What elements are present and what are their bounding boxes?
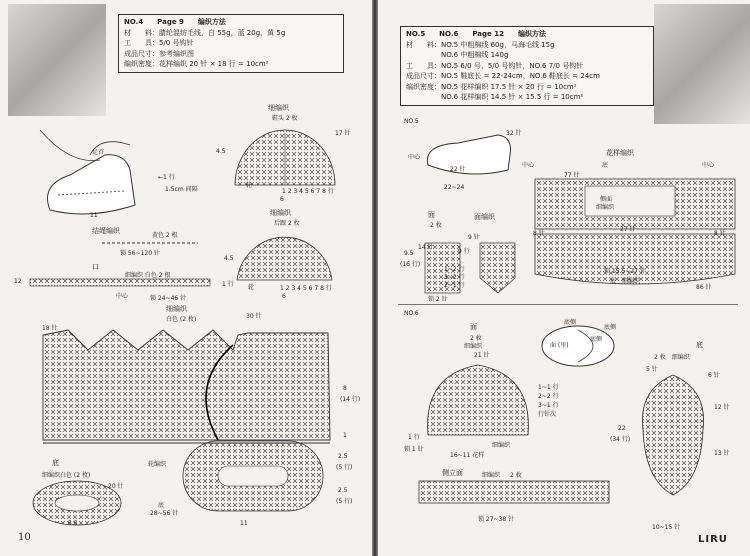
heel-width: 6 bbox=[282, 293, 286, 300]
toe-sub: 鞋头 2 枚 bbox=[272, 115, 298, 122]
side-view-chain: 锁 27~38 针 bbox=[478, 516, 515, 523]
face-9-stitches: 9 针 bbox=[468, 234, 480, 241]
no5-shoe-sketch bbox=[418, 125, 518, 180]
toe-height: 4.5 bbox=[216, 148, 226, 155]
toe-rows: 1 2 3 4 5 6 7 8 行 bbox=[282, 188, 334, 195]
side-label: 侧面 bbox=[600, 196, 613, 203]
no6-bottom-title: 底 bbox=[696, 341, 703, 349]
sole2-chain: 28~56 针 bbox=[150, 510, 179, 517]
no6-12-stitches: 12 针 bbox=[714, 404, 730, 411]
no5-chain: 锁 15.5~27 针 bbox=[604, 268, 646, 275]
face-9-rows: 9 行 bbox=[458, 248, 470, 255]
cord-chain: 锁 56~120 针 bbox=[120, 250, 160, 257]
slippers-photo bbox=[654, 4, 750, 124]
no6-22: 22 bbox=[618, 425, 626, 432]
interval-note: 1.5cm 间隔 bbox=[165, 186, 198, 193]
toe-title: 细编织 bbox=[268, 104, 289, 112]
face-chain: 锁 2 针 bbox=[428, 296, 448, 303]
mouth-chart bbox=[20, 278, 220, 288]
baby-shoes-photo bbox=[8, 4, 106, 116]
circle-right-label: 底侧 bbox=[590, 336, 603, 343]
body-title: 细编织 bbox=[166, 305, 187, 313]
instructions-line: 成品尺寸：参考编织图 bbox=[124, 49, 194, 58]
no6-base-label: 底侧 bbox=[604, 324, 617, 331]
body-sub: 白色 (2 枚) bbox=[166, 316, 197, 323]
no5-center-3: 中心 bbox=[702, 162, 715, 169]
heel-height: 4.5 bbox=[224, 255, 234, 262]
instructions-line: NO.6 花样编织 14.5 针 × 15.5 行 = 10cm² bbox=[406, 93, 584, 101]
pattern-title: 花样编织 bbox=[606, 149, 634, 157]
heel-sub: 后跟 2 枚 bbox=[274, 220, 300, 227]
face-count: 2 枚 bbox=[430, 222, 442, 229]
mouth-one-row: 1 行 bbox=[222, 281, 234, 288]
instructions-header: NO.5 NO.6 Page 12 编织方法 bbox=[406, 30, 546, 38]
no5-label: NO.5 bbox=[404, 118, 419, 125]
no6-6-stitches: 6 针 bbox=[708, 372, 720, 379]
instructions-box-no5-no6 bbox=[400, 26, 654, 106]
sole2-title: 底 bbox=[158, 502, 165, 509]
body-25b: (5 行) bbox=[336, 464, 353, 471]
instructions-line: 材 料：腈纶混纺毛线，白 55g，蓝 20g，黄 5g bbox=[124, 28, 286, 37]
no6-face-title: 面 bbox=[470, 323, 477, 331]
heel-rows: 1 2 3 4 5 6 7 8 行 bbox=[280, 285, 332, 292]
cord-sub: 黄色 2 根 bbox=[152, 232, 178, 239]
sole-sub: 细编织白色 (2 枚) bbox=[42, 472, 91, 479]
body-rows: (14 行) bbox=[340, 396, 361, 403]
no5-86-stitches: 86 针 bbox=[696, 284, 712, 291]
no5-center: 中心 bbox=[408, 154, 421, 161]
sole-chart-large bbox=[178, 436, 328, 516]
sole-length: 11 bbox=[240, 520, 248, 527]
cord-chart bbox=[100, 238, 200, 248]
circle-left-label: 面 (里) bbox=[550, 342, 569, 349]
no5-32-stitches: 32 针 bbox=[506, 130, 522, 137]
toe-chart bbox=[225, 115, 345, 195]
no6-label: NO.6 bbox=[404, 310, 419, 317]
instructions-box-no4 bbox=[118, 14, 344, 73]
no6-face-chart bbox=[418, 355, 538, 445]
face-height: 9.5 bbox=[404, 250, 414, 257]
toe-stitches: 17 针 bbox=[335, 130, 351, 137]
heel-title: 细编织 bbox=[270, 209, 291, 217]
no6-face-count: 2 枚 bbox=[470, 335, 482, 342]
base-knit: 底 细编织 bbox=[610, 278, 641, 285]
body-height: 8 bbox=[343, 385, 347, 392]
no5-8-stitches-b: 8 针 bbox=[714, 230, 726, 237]
side-view-knit: 细编织 bbox=[482, 472, 501, 479]
sole-20-stitches: 20 针 bbox=[108, 483, 124, 490]
no6-bottom-sub: 2 枚 细编织 bbox=[654, 354, 690, 361]
instructions-line: 编织密度：NO.5 花样编织 17.5 针 × 20 行 = 10cm² bbox=[406, 82, 577, 91]
sole-width: 5.5 bbox=[68, 520, 78, 527]
no6-bottom-chart bbox=[633, 370, 713, 500]
no6-10-15: 10~15 针 bbox=[652, 524, 681, 531]
right-page bbox=[378, 0, 750, 556]
no5-bottom: 底 bbox=[602, 162, 609, 169]
no6-13-stitches: 13 针 bbox=[714, 450, 730, 457]
liru-watermark: LIRU bbox=[698, 534, 728, 545]
heel-chart bbox=[232, 225, 337, 290]
toe-wheel: 轮 bbox=[246, 182, 253, 189]
side-view-title: 侧立面 bbox=[442, 469, 463, 477]
instructions-line: 编织密度：花样编织 20 针 × 18 行 = 10cm² bbox=[124, 60, 269, 68]
heel-wheel: 轮 bbox=[248, 284, 255, 291]
no5-8-stitches-a: 8 针 bbox=[533, 230, 545, 237]
mouth-center: 中心 bbox=[116, 293, 129, 300]
wheel-knit-label: 轮编织 bbox=[148, 461, 167, 468]
tongue-label: 足首 bbox=[92, 149, 105, 156]
no6-16-11: 16~11 花样 bbox=[450, 452, 485, 459]
instructions-header: NO.4 Page 9 编织方法 bbox=[124, 18, 226, 26]
one-row-note: ←1 行 bbox=[158, 174, 175, 181]
section-divider bbox=[398, 304, 738, 305]
mouth-stitches: 12 bbox=[14, 278, 22, 285]
left-page bbox=[0, 0, 372, 556]
face-14-stitches: 14 针 bbox=[418, 244, 434, 251]
instructions-line: 材 料：NO.5 中粗棉线 60g，马海毛线 15g bbox=[406, 40, 555, 49]
instructions-line: 工 具：5/0 号钩针 bbox=[124, 39, 194, 47]
no6-face-knit: 细编织 bbox=[464, 343, 483, 350]
side-view-count: 2 枚 bbox=[510, 472, 522, 479]
mouth-chain: 锁 24~46 针 bbox=[150, 295, 187, 302]
body-25a: 2.5 bbox=[338, 453, 348, 460]
cord-title: 结绳编织 bbox=[92, 227, 120, 235]
mouth-sub: 细编织 白色 2 根 bbox=[125, 272, 171, 279]
mouth-label: 口 bbox=[92, 263, 99, 271]
side-sub: 细编织 bbox=[596, 204, 615, 211]
body-25c: 2.5 bbox=[338, 487, 348, 494]
no6-rows-1: 1~1 行 bbox=[538, 384, 559, 391]
no5-77-stitches: 77 针 bbox=[564, 172, 580, 179]
side-view-chart bbox=[414, 478, 614, 508]
face-rows-2: 3~2 行 bbox=[444, 274, 465, 281]
face-rows-1: 1~2 行 bbox=[444, 266, 465, 273]
instructions-line: 工 具：NO.5 6/0 号、5/0 号钩针，NO.6 7/0 号钩针 bbox=[406, 61, 584, 70]
shoe-length: 11 bbox=[90, 212, 98, 219]
no5-22-stitches: 22 针 bbox=[450, 166, 466, 173]
no6-rows-3: 3~1 行 bbox=[538, 402, 559, 409]
instructions-line: 成品尺寸：NO.5 鞋底长 = 22-24cm，NO.6 鞋底长 = 24cm bbox=[406, 72, 600, 80]
shoe-sketch bbox=[30, 125, 150, 225]
body-25d: (5 行) bbox=[336, 498, 353, 505]
sole-title: 底 bbox=[52, 459, 59, 467]
no6-5-stitches: 5 针 bbox=[646, 366, 658, 373]
no6-base-knit: 细编织 bbox=[492, 442, 511, 449]
no5-length: 22~24 bbox=[444, 184, 465, 191]
no6-rows-2: 2~2 行 bbox=[538, 393, 559, 400]
body-18-stitches: 18 针 bbox=[42, 325, 58, 332]
face-16-rows: (16 行) bbox=[400, 261, 421, 268]
face-rows-3: 2~1 行 bbox=[444, 282, 465, 289]
face-chart bbox=[420, 238, 540, 298]
no6-34-rows: (34 行) bbox=[610, 436, 631, 443]
body-1: 1 bbox=[343, 432, 347, 439]
face-title: 面 bbox=[428, 211, 435, 219]
toe-width: 6 bbox=[280, 196, 284, 203]
face-knit: 面编织 bbox=[474, 213, 495, 221]
body-30-stitches: 30 针 bbox=[246, 313, 262, 320]
no5-27-stitches: 27 针 bbox=[620, 226, 636, 233]
no6-mouth-label: 底侧 bbox=[564, 319, 577, 326]
no6-face-21: 21 针 bbox=[474, 352, 490, 359]
no5-center-2: 中心 bbox=[522, 162, 535, 169]
no6-1-row: 1 行 bbox=[408, 434, 420, 441]
page-number: 10 bbox=[18, 532, 31, 543]
no6-rows-4: 行针次 bbox=[538, 411, 557, 418]
no6-chain: 锁 1 针 bbox=[404, 446, 424, 453]
instructions-line: NO.6 中粗棉线 140g bbox=[406, 51, 509, 59]
